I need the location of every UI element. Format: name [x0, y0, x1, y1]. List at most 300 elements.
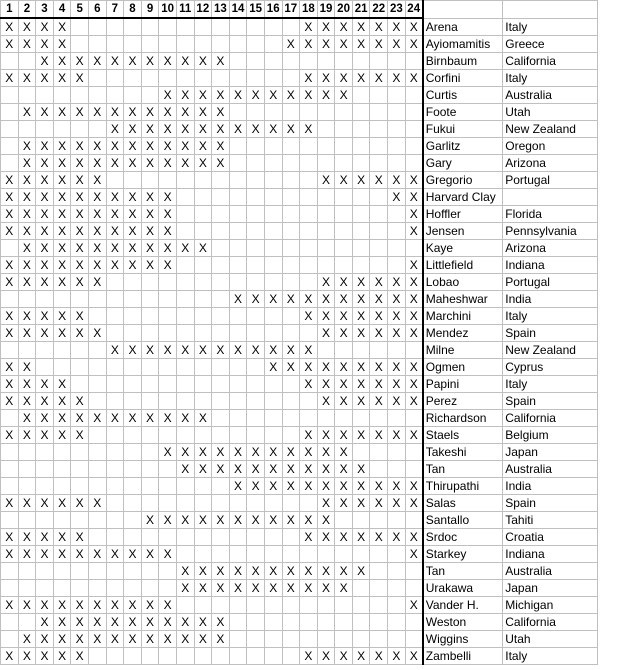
- empty-cell: [229, 53, 247, 70]
- empty-cell: [229, 274, 247, 291]
- empty-cell: [247, 36, 265, 53]
- empty-cell: [212, 325, 230, 342]
- empty-cell: [247, 70, 265, 87]
- empty-cell: [176, 495, 194, 512]
- mark-cell: X: [88, 189, 106, 206]
- empty-cell: [71, 291, 89, 308]
- mark-cell: X: [194, 104, 212, 121]
- mark-cell: X: [1, 172, 19, 189]
- participant-location: Portugal: [503, 274, 598, 291]
- empty-cell: [264, 631, 282, 648]
- mark-cell: X: [159, 257, 177, 274]
- empty-cell: [405, 138, 423, 155]
- column-header-19: 19: [317, 1, 335, 19]
- participant-name: Vander H.: [423, 597, 503, 614]
- empty-cell: [159, 376, 177, 393]
- mark-cell: X: [141, 512, 159, 529]
- mark-cell: X: [71, 223, 89, 240]
- empty-cell: [264, 495, 282, 512]
- empty-cell: [88, 376, 106, 393]
- mark-cell: X: [317, 18, 335, 36]
- mark-cell: X: [18, 308, 36, 325]
- mark-cell: X: [370, 36, 388, 53]
- mark-cell: X: [88, 631, 106, 648]
- mark-cell: X: [352, 70, 370, 87]
- empty-cell: [212, 376, 230, 393]
- mark-cell: X: [176, 138, 194, 155]
- empty-cell: [88, 648, 106, 665]
- empty-cell: [141, 274, 159, 291]
- mark-cell: X: [335, 648, 353, 665]
- mark-cell: X: [159, 342, 177, 359]
- empty-cell: [282, 393, 300, 410]
- mark-cell: X: [53, 223, 71, 240]
- mark-cell: X: [106, 240, 124, 257]
- empty-cell: [247, 427, 265, 444]
- column-header-12: 12: [194, 1, 212, 19]
- empty-cell: [124, 308, 142, 325]
- mark-cell: X: [212, 87, 230, 104]
- mark-cell: X: [335, 325, 353, 342]
- mark-cell: X: [18, 648, 36, 665]
- mark-cell: X: [1, 223, 19, 240]
- mark-cell: X: [18, 206, 36, 223]
- empty-cell: [335, 257, 353, 274]
- empty-cell: [159, 359, 177, 376]
- empty-cell: [18, 580, 36, 597]
- empty-cell: [317, 189, 335, 206]
- mark-cell: X: [53, 206, 71, 223]
- mark-cell: X: [194, 138, 212, 155]
- participant-location: Arizona: [503, 240, 598, 257]
- empty-cell: [18, 53, 36, 70]
- empty-cell: [71, 342, 89, 359]
- empty-cell: [212, 648, 230, 665]
- empty-cell: [194, 427, 212, 444]
- column-header-4: 4: [53, 1, 71, 19]
- mark-cell: X: [1, 325, 19, 342]
- empty-cell: [141, 70, 159, 87]
- mark-cell: X: [53, 376, 71, 393]
- mark-cell: X: [335, 308, 353, 325]
- mark-cell: X: [388, 274, 406, 291]
- empty-cell: [229, 138, 247, 155]
- mark-cell: X: [317, 648, 335, 665]
- empty-cell: [106, 172, 124, 189]
- mark-cell: X: [53, 393, 71, 410]
- empty-cell: [124, 325, 142, 342]
- empty-cell: [352, 206, 370, 223]
- column-header-22: 22: [370, 1, 388, 19]
- mark-cell: X: [124, 614, 142, 631]
- mark-cell: X: [370, 393, 388, 410]
- empty-cell: [176, 529, 194, 546]
- mark-cell: X: [388, 478, 406, 495]
- mark-cell: X: [388, 359, 406, 376]
- mark-cell: X: [106, 614, 124, 631]
- empty-cell: [53, 359, 71, 376]
- mark-cell: X: [53, 240, 71, 257]
- column-header-18: 18: [300, 1, 318, 19]
- participant-location: Cyprus: [503, 359, 598, 376]
- empty-cell: [36, 291, 54, 308]
- empty-cell: [88, 563, 106, 580]
- empty-cell: [88, 393, 106, 410]
- mark-cell: X: [159, 189, 177, 206]
- mark-cell: X: [106, 410, 124, 427]
- empty-cell: [370, 614, 388, 631]
- mark-cell: X: [388, 36, 406, 53]
- participant-location: Spain: [503, 393, 598, 410]
- empty-cell: [176, 308, 194, 325]
- empty-cell: [124, 393, 142, 410]
- empty-cell: [264, 427, 282, 444]
- empty-cell: [335, 155, 353, 172]
- empty-cell: [194, 36, 212, 53]
- participant-name: Arena: [423, 18, 503, 36]
- empty-cell: [264, 206, 282, 223]
- mark-cell: X: [88, 155, 106, 172]
- mark-cell: X: [53, 427, 71, 444]
- mark-cell: X: [405, 257, 423, 274]
- empty-cell: [36, 444, 54, 461]
- mark-cell: X: [388, 427, 406, 444]
- mark-cell: X: [159, 104, 177, 121]
- mark-cell: X: [194, 410, 212, 427]
- mark-cell: X: [1, 546, 19, 563]
- empty-cell: [88, 87, 106, 104]
- mark-cell: X: [176, 240, 194, 257]
- participant-name: Ogmen: [423, 359, 503, 376]
- mark-cell: X: [335, 563, 353, 580]
- empty-cell: [264, 104, 282, 121]
- empty-cell: [264, 240, 282, 257]
- empty-cell: [229, 410, 247, 427]
- empty-cell: [36, 478, 54, 495]
- empty-cell: [247, 359, 265, 376]
- mark-cell: X: [106, 138, 124, 155]
- empty-cell: [176, 359, 194, 376]
- mark-cell: X: [1, 36, 19, 53]
- mark-cell: X: [317, 274, 335, 291]
- mark-cell: X: [1, 393, 19, 410]
- empty-cell: [405, 631, 423, 648]
- mark-cell: X: [36, 18, 54, 36]
- empty-cell: [282, 597, 300, 614]
- empty-cell: [247, 138, 265, 155]
- mark-cell: X: [300, 478, 318, 495]
- mark-cell: X: [36, 36, 54, 53]
- empty-cell: [141, 478, 159, 495]
- mark-cell: X: [300, 291, 318, 308]
- empty-cell: [53, 291, 71, 308]
- table-row: [1, 87, 598, 104]
- empty-cell: [388, 104, 406, 121]
- empty-cell: [229, 393, 247, 410]
- mark-cell: X: [352, 376, 370, 393]
- mark-cell: X: [264, 444, 282, 461]
- mark-cell: X: [18, 495, 36, 512]
- mark-cell: X: [335, 36, 353, 53]
- mark-cell: X: [300, 342, 318, 359]
- mark-cell: X: [300, 563, 318, 580]
- empty-cell: [405, 563, 423, 580]
- mark-cell: X: [300, 444, 318, 461]
- empty-cell: [106, 461, 124, 478]
- empty-cell: [247, 495, 265, 512]
- mark-cell: X: [370, 648, 388, 665]
- empty-cell: [370, 512, 388, 529]
- column-header-20: 20: [335, 1, 353, 19]
- empty-cell: [247, 206, 265, 223]
- empty-cell: [141, 376, 159, 393]
- empty-cell: [370, 257, 388, 274]
- empty-cell: [1, 138, 19, 155]
- mark-cell: X: [106, 223, 124, 240]
- mark-cell: X: [176, 87, 194, 104]
- empty-cell: [264, 648, 282, 665]
- empty-cell: [405, 53, 423, 70]
- empty-cell: [300, 138, 318, 155]
- empty-cell: [300, 410, 318, 427]
- table-row: [1, 427, 598, 444]
- empty-cell: [88, 461, 106, 478]
- mark-cell: X: [247, 478, 265, 495]
- mark-cell: X: [176, 512, 194, 529]
- empty-cell: [124, 444, 142, 461]
- mark-cell: X: [141, 614, 159, 631]
- mark-cell: X: [53, 631, 71, 648]
- mark-cell: X: [88, 495, 106, 512]
- mark-cell: X: [370, 427, 388, 444]
- mark-cell: X: [36, 53, 54, 70]
- mark-cell: X: [88, 546, 106, 563]
- participant-name: Urakawa: [423, 580, 503, 597]
- empty-cell: [106, 308, 124, 325]
- mark-cell: X: [335, 461, 353, 478]
- empty-cell: [18, 444, 36, 461]
- mark-cell: X: [247, 121, 265, 138]
- mark-cell: X: [388, 308, 406, 325]
- empty-cell: [264, 529, 282, 546]
- mark-cell: X: [300, 512, 318, 529]
- empty-cell: [176, 257, 194, 274]
- mark-cell: X: [317, 563, 335, 580]
- mark-cell: X: [352, 359, 370, 376]
- column-header-3: 3: [36, 1, 54, 19]
- mark-cell: X: [88, 206, 106, 223]
- mark-cell: X: [176, 410, 194, 427]
- mark-cell: X: [405, 325, 423, 342]
- mark-cell: X: [36, 529, 54, 546]
- mark-cell: X: [1, 376, 19, 393]
- mark-cell: X: [176, 614, 194, 631]
- empty-cell: [388, 257, 406, 274]
- mark-cell: X: [53, 104, 71, 121]
- mark-cell: X: [282, 563, 300, 580]
- empty-cell: [264, 393, 282, 410]
- empty-cell: [317, 53, 335, 70]
- empty-cell: [300, 155, 318, 172]
- empty-cell: [1, 53, 19, 70]
- empty-cell: [176, 648, 194, 665]
- empty-cell: [194, 291, 212, 308]
- participant-name: Jensen: [423, 223, 503, 240]
- empty-cell: [229, 308, 247, 325]
- empty-cell: [18, 87, 36, 104]
- empty-cell: [141, 461, 159, 478]
- empty-cell: [159, 291, 177, 308]
- mark-cell: X: [264, 512, 282, 529]
- column-header-10: 10: [159, 1, 177, 19]
- empty-cell: [352, 121, 370, 138]
- empty-cell: [247, 546, 265, 563]
- empty-cell: [300, 257, 318, 274]
- mark-cell: X: [71, 138, 89, 155]
- mark-cell: X: [141, 121, 159, 138]
- mark-cell: X: [388, 172, 406, 189]
- mark-cell: X: [106, 206, 124, 223]
- mark-cell: X: [36, 240, 54, 257]
- mark-cell: X: [141, 342, 159, 359]
- mark-cell: X: [229, 461, 247, 478]
- column-header-17: 17: [282, 1, 300, 19]
- empty-cell: [1, 563, 19, 580]
- mark-cell: X: [18, 546, 36, 563]
- empty-cell: [141, 529, 159, 546]
- empty-cell: [405, 87, 423, 104]
- mark-cell: X: [18, 172, 36, 189]
- mark-cell: X: [36, 223, 54, 240]
- mark-cell: X: [317, 172, 335, 189]
- empty-cell: [71, 359, 89, 376]
- empty-cell: [194, 529, 212, 546]
- empty-cell: [317, 121, 335, 138]
- empty-cell: [300, 274, 318, 291]
- mark-cell: X: [71, 155, 89, 172]
- mark-cell: X: [212, 342, 230, 359]
- empty-cell: [352, 87, 370, 104]
- mark-cell: X: [53, 53, 71, 70]
- table-row: [1, 240, 598, 257]
- empty-cell: [106, 478, 124, 495]
- table-row: [1, 444, 598, 461]
- empty-cell: [388, 512, 406, 529]
- mark-cell: X: [141, 189, 159, 206]
- empty-cell: [194, 189, 212, 206]
- mark-cell: X: [1, 189, 19, 206]
- participant-name: Harvard Clay: [423, 189, 503, 206]
- empty-cell: [405, 512, 423, 529]
- empty-cell: [53, 478, 71, 495]
- empty-cell: [247, 631, 265, 648]
- empty-cell: [124, 274, 142, 291]
- empty-cell: [247, 240, 265, 257]
- mark-cell: X: [388, 376, 406, 393]
- participant-location: Belgium: [503, 427, 598, 444]
- empty-cell: [317, 138, 335, 155]
- empty-cell: [388, 631, 406, 648]
- empty-cell: [247, 308, 265, 325]
- empty-cell: [264, 172, 282, 189]
- empty-cell: [370, 104, 388, 121]
- mark-cell: X: [18, 18, 36, 36]
- empty-cell: [264, 325, 282, 342]
- mark-cell: X: [88, 53, 106, 70]
- mark-cell: X: [88, 597, 106, 614]
- empty-cell: [335, 189, 353, 206]
- empty-cell: [352, 155, 370, 172]
- participant-location: Utah: [503, 631, 598, 648]
- table-row: [1, 206, 598, 223]
- empty-cell: [159, 70, 177, 87]
- empty-cell: [18, 461, 36, 478]
- mark-cell: X: [194, 155, 212, 172]
- mark-cell: X: [388, 18, 406, 36]
- mark-cell: X: [53, 172, 71, 189]
- empty-cell: [159, 274, 177, 291]
- mark-cell: X: [212, 121, 230, 138]
- empty-cell: [352, 240, 370, 257]
- mark-cell: X: [36, 70, 54, 87]
- header-row: [1, 1, 598, 19]
- mark-cell: X: [53, 257, 71, 274]
- mark-cell: X: [53, 138, 71, 155]
- empty-cell: [106, 648, 124, 665]
- empty-cell: [1, 104, 19, 121]
- mark-cell: X: [36, 597, 54, 614]
- mark-cell: X: [124, 189, 142, 206]
- mark-cell: X: [194, 512, 212, 529]
- empty-cell: [352, 580, 370, 597]
- mark-cell: X: [141, 104, 159, 121]
- empty-cell: [18, 512, 36, 529]
- participant-location: India: [503, 478, 598, 495]
- mark-cell: X: [124, 546, 142, 563]
- empty-cell: [53, 342, 71, 359]
- empty-cell: [247, 257, 265, 274]
- empty-cell: [370, 87, 388, 104]
- empty-cell: [106, 529, 124, 546]
- participant-name: Starkey: [423, 546, 503, 563]
- participant-name: Thirupathi: [423, 478, 503, 495]
- participant-location: Italy: [503, 308, 598, 325]
- empty-cell: [36, 359, 54, 376]
- empty-cell: [229, 155, 247, 172]
- empty-cell: [335, 342, 353, 359]
- mark-cell: X: [264, 291, 282, 308]
- empty-cell: [176, 427, 194, 444]
- empty-cell: [370, 563, 388, 580]
- empty-cell: [282, 104, 300, 121]
- empty-cell: [317, 104, 335, 121]
- mark-cell: X: [18, 155, 36, 172]
- mark-cell: X: [36, 495, 54, 512]
- mark-cell: X: [405, 529, 423, 546]
- empty-cell: [194, 223, 212, 240]
- mark-cell: X: [124, 53, 142, 70]
- mark-cell: X: [194, 563, 212, 580]
- mark-cell: X: [18, 427, 36, 444]
- empty-cell: [388, 138, 406, 155]
- empty-cell: [194, 325, 212, 342]
- mark-cell: X: [405, 18, 423, 36]
- participant-name: Richardson: [423, 410, 503, 427]
- empty-cell: [176, 18, 194, 36]
- participant-location: Italy: [503, 376, 598, 393]
- empty-cell: [282, 529, 300, 546]
- participant-location: New Zealand: [503, 342, 598, 359]
